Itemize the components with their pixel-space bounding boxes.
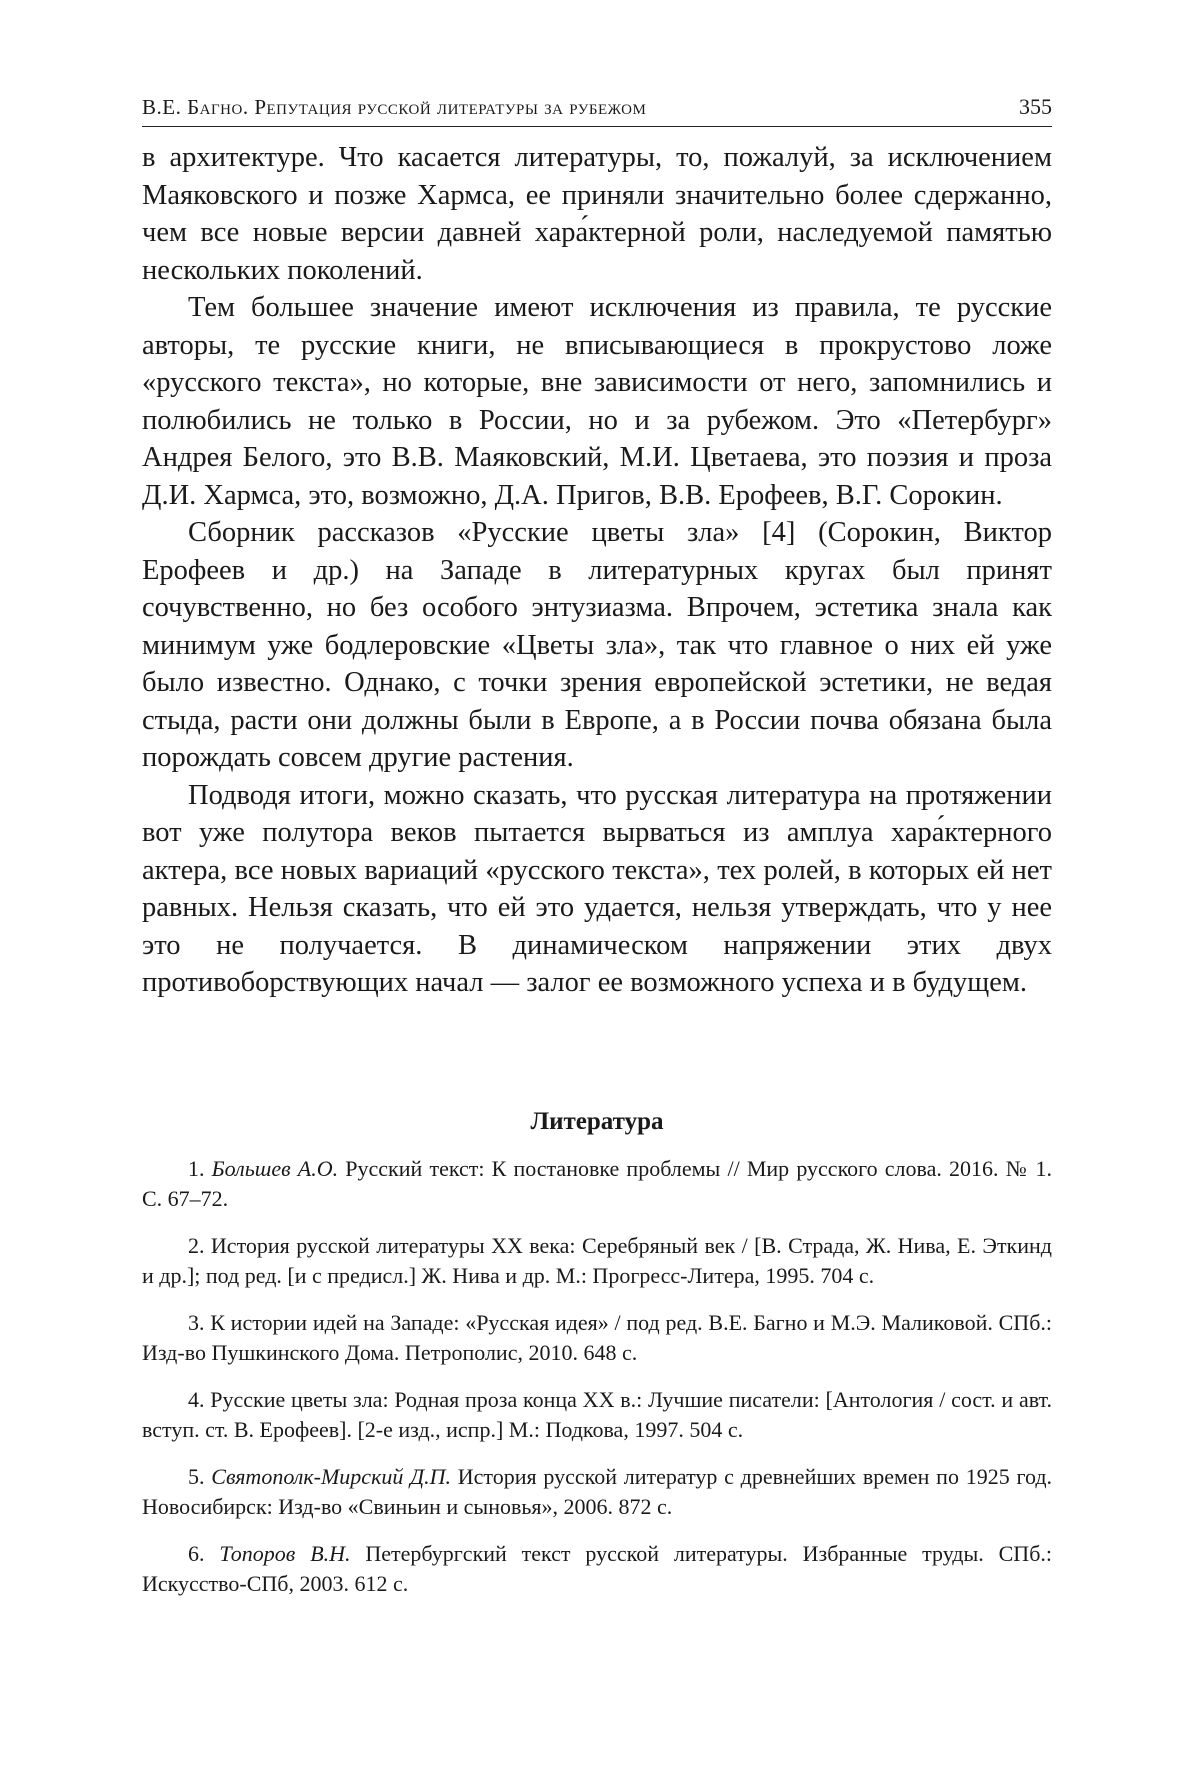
page-number: 355 — [1019, 94, 1052, 119]
reference-author: Большев А.О. — [211, 1155, 339, 1181]
reference-text: История русской литературы XX века: Серебряный век / [В. Страда, Ж. Нива, Е. Эткинд и др.]; под ред. [и с предисл.] Ж. Нива и др. М.: Прогресс-Литера, 1995. 704 с. — [142, 1232, 1052, 1288]
reference-item — [142, 1154, 1052, 1215]
reference-number: 3. — [188, 1309, 205, 1335]
paragraph: Тем большее значение имеют исключения из правила, те русские авторы, те русские книги, не вписывающиеся в прокрустово ложе «русского текста», но которые, вне зависимости от него, запомнились и полюбились не только в России, но и за рубежом. Это «Петербург» Андрея Белого, это В.В. Маяковский, М.И. Цветаева, это поэзия и проза Д.И. Хармса, это, возможно, Д.А. Пригов, В.В. Ерофеев, В.Г. Сорокин. — [142, 292, 1052, 511]
reference-number: 6. — [188, 1540, 205, 1566]
article-body — [142, 139, 1052, 1002]
references-heading: Литература — [530, 1107, 664, 1135]
reference-number: 1. — [188, 1155, 205, 1181]
reference-item — [142, 1462, 1052, 1523]
reference-number: 5. — [188, 1463, 205, 1489]
reference-author: Топоров В.Н. — [219, 1540, 351, 1566]
paragraph-continuation: в архитектуре. Что касается литературы, то, пожалуй, за исключением Маяковского и позже Хармса, ее приняли значительно более сдержанно, чем все новые версии давней хара́ктерной роли, наследуемой памятью нескольких поколений. — [142, 142, 1052, 286]
journal-page — [142, 84, 1052, 1616]
reference-item — [142, 1385, 1052, 1446]
reference-number: 4. — [188, 1386, 205, 1412]
paragraph: Сборник рассказов «Русские цветы зла» [4] (Сорокин, Виктор Ерофеев и др.) на Западе в литературных кругах был принят сочувственно, но без особого энтузиазма. Впрочем, эстетика знала как минимум уже бодлеровские «Цветы зла», так что главное о них ей уже было известно. Однако, с точки зрения европейской эстетики, не ведая стыда, расти они должны были в Европе, а в России почва обязана была порождать совсем другие растения. — [142, 517, 1052, 773]
reference-text: Русский текст: К постановке проблемы // Мир русского слова. 2016. № 1. С. 67–72. — [142, 1155, 1053, 1211]
reference-text: История русской литератур с древнейших времен по 1925 год. Новосибирск: Изд-во «Свиньин и сыновья», 2006. 872 с. — [142, 1463, 1053, 1519]
reference-item — [142, 1539, 1052, 1600]
running-title: В.Е. Багно. Репутация русской литературы за рубежом — [142, 95, 647, 119]
reference-text: К истории идей на Западе: «Русская идея» / под ред. В.Е. Багно и М.Э. Маликовой. СПб.: Изд-во Пушкинского Дома. Петрополис, 2010. 648 с. — [142, 1309, 1052, 1365]
references-list — [142, 1154, 1052, 1600]
reference-number: 2. — [188, 1232, 205, 1258]
paragraph: Подводя итоги, можно сказать, что русская литература на протяжении вот уже полутора веков пытается вырваться из амплуа хара́ктерного актера, все новых вариаций «русского текста», тех ролей, в которых ей нет равных. Нельзя сказать, что ей это удается, нельзя утверждать, что у нее это не получается. В динамическом напряжении этих двух противоборствующих начал — залог ее возможного успеха и в будущем. — [142, 779, 1052, 998]
reference-item — [142, 1231, 1052, 1292]
reference-author: Святополк-Мирский Д.П. — [211, 1463, 452, 1489]
reference-text: Петербургский текст русской литературы. Избранные труды. СПб.: Искусство-СПб, 2003. 612 с. — [142, 1540, 1052, 1596]
reference-item — [142, 1308, 1052, 1369]
running-header — [142, 84, 1052, 127]
reference-text: Русские цветы зла: Родная проза конца XX в.: Лучшие писатели: [Антология / сост. и авт. вступ. ст. В. Ерофеев]. [2-е изд., испр.] М.: Подкова, 1997. 504 с. — [142, 1386, 1053, 1442]
